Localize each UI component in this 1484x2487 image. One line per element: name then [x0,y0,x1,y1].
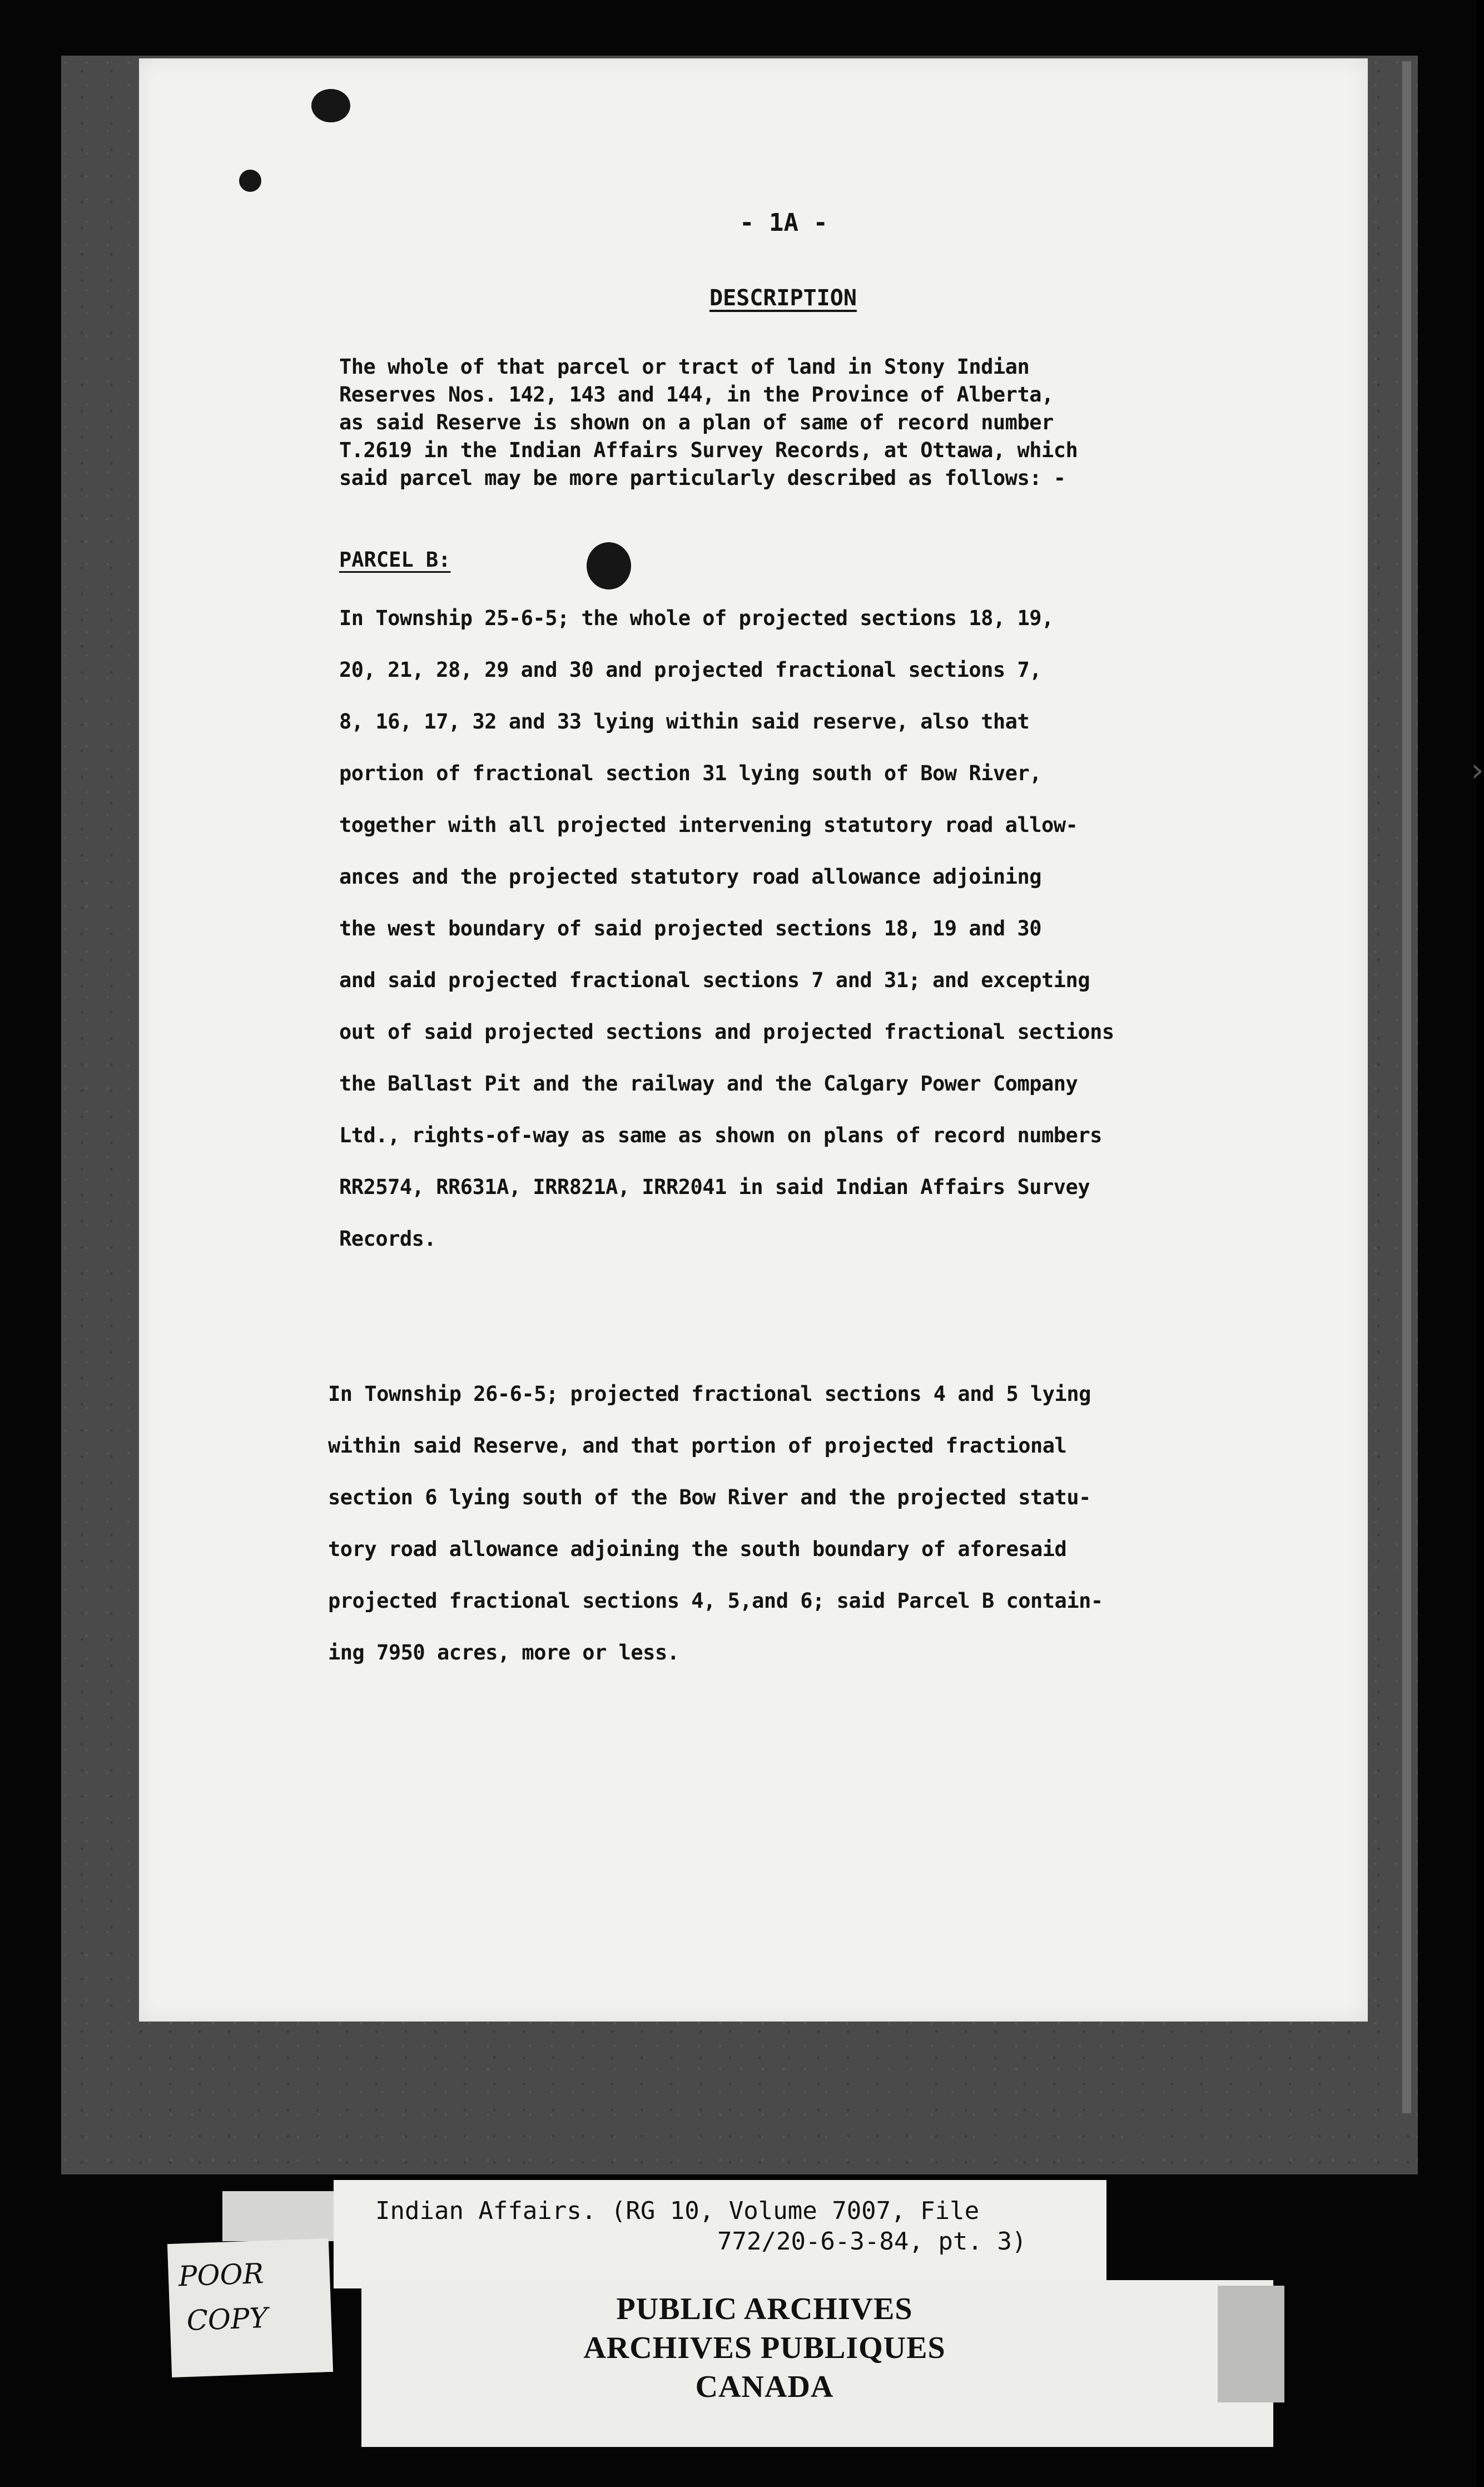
paragraph-line: 20, 21, 28, 29 and 30 and projected fractional sections 7, [339,658,1042,682]
paragraph-line: within said Reserve, and that portion of projected fractional [328,1434,1067,1458]
paragraph-line: RR2574, RR631A, IRR821A, IRR2041 in said Indian Affairs Survey [339,1175,1090,1199]
reference-line: Indian Affairs. (RG 10, Volume 7007, File [375,2197,980,2225]
poor-copy-text: POOR [177,2257,265,2293]
township-25-paragraph [339,592,1114,1265]
paragraph-line: the west boundary of said projected sections 18, 19 and 30 [339,916,1042,940]
paragraph-line: together with all projected intervening statutory road allow- [339,813,1078,837]
paragraph-line: In Township 25-6-5; the whole of projected sections 18, 19, [339,606,1054,630]
paragraph-line: out of said projected sections and projected fractional sections [339,1020,1114,1044]
paragraph-line: and said projected fractional sections 7 and 31; and excepting [339,968,1090,992]
label-strip [1218,2286,1284,2402]
parcel-label: PARCEL B: [339,548,451,572]
label-strip [222,2191,334,2241]
ink-dot [239,170,261,192]
intro-line: said parcel may be more particularly described as follows: - [339,466,1066,490]
township-26-paragraph [328,1368,1103,1678]
reference-label [334,2180,1106,2288]
backing-edge [1402,61,1411,2113]
page-number: - 1A - [739,209,828,237]
archives-line: ARCHIVES PUBLIQUES [583,2331,946,2365]
paragraph-line: tory road allowance adjoining the south boundary of aforesaid [328,1537,1067,1561]
ink-blot [311,89,350,122]
typed-page [139,58,1484,2022]
paragraph-line: In Township 26-6-5; projected fractional sections 4 and 5 lying [328,1382,1091,1406]
archives-line: PUBLIC ARCHIVES [616,2292,913,2326]
intro-line: T.2619 in the Indian Affairs Survey Records, at Ottawa, which [339,438,1078,462]
paragraph-line: Records. [339,1227,436,1251]
intro-line: The whole of that parcel or tract of land in Stony Indian [339,355,1030,379]
paragraph-line: 8, 16, 17, 32 and 33 lying within said reserve, also that [339,710,1030,734]
paragraph-line: projected fractional sections 4, 5,and 6; said Parcel B contain- [328,1589,1103,1613]
paragraph-line: ances and the projected statutory road allowance adjoining [339,865,1042,889]
poor-copy-text: COPY [186,2301,269,2337]
ink-smudge [587,542,631,589]
chevron-right-icon: › [1471,751,1484,790]
paragraph-line: the Ballast Pit and the railway and the Calgary Power Company [339,1072,1078,1096]
document-heading: DESCRIPTION [709,285,857,311]
reference-line: 772/20-6-3-84, pt. 3) [717,2227,1027,2256]
paragraph-line: ing 7950 acres, more or less. [328,1641,679,1664]
paragraph-line: Ltd., rights-of-way as same as shown on plans of record numbers [339,1123,1102,1147]
intro-line: as said Reserve is shown on a plan of same of record number [339,410,1054,434]
paragraph-line: section 6 lying south of the Bow River and the projected statu- [328,1485,1091,1509]
poor-copy-stamp [167,2238,333,2377]
intro-line: Reserves Nos. 142, 143 and 144, in the Province of Alberta, [339,383,1054,407]
archives-line: CANADA [695,2370,834,2404]
paragraph-line: portion of fractional section 31 lying south of Bow River, [339,761,1042,785]
archives-label [361,2280,1273,2447]
intro-paragraph [339,353,1078,492]
